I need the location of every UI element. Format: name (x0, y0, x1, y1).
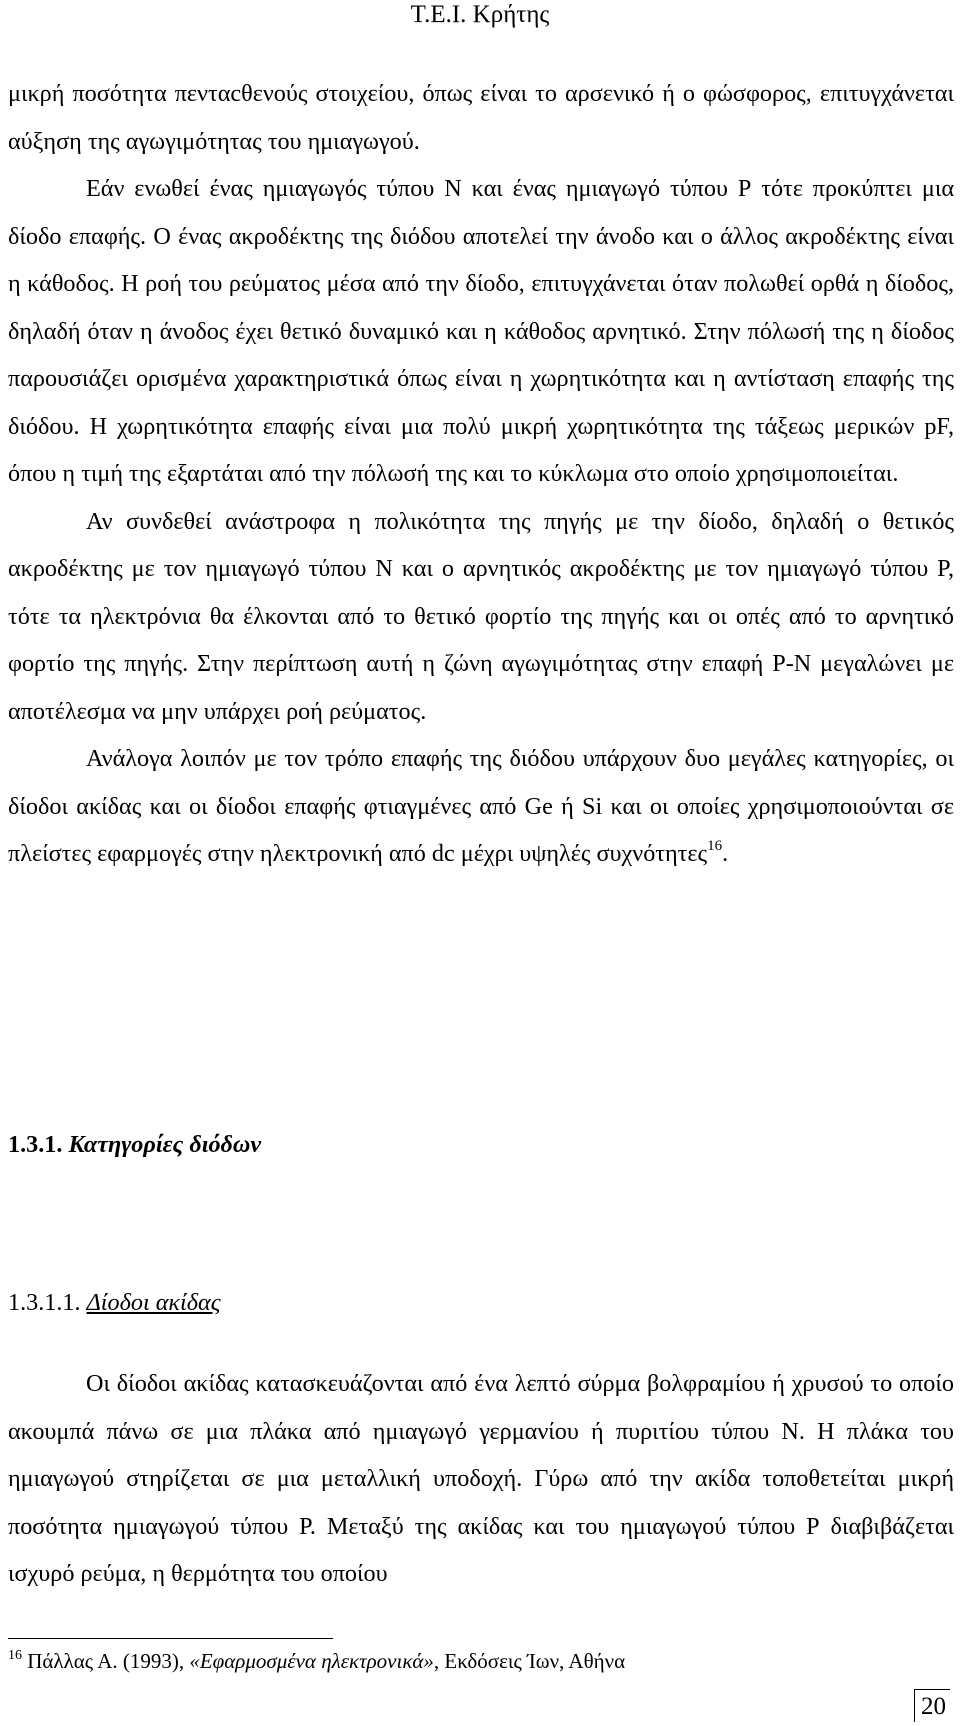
page-number: 20 (914, 1689, 950, 1722)
paragraph: μικρή ποσότητα πενταcθενούς στοιχείου, όπως είναι το αρσενικό ή ο φώσφορος, επιτυγχάνεται αύξηση της αγωγιμότητας του ημιαγωγού. (8, 80, 954, 155)
running-header: Τ.Ε.Ι. Κρήτης (410, 1, 550, 28)
paragraph: Οι δίοδοι ακίδας κατασκευάζονται από ένα λεπτό σύρμα βολφραμίου ή χρυσού το οποίο ακουμπά πάνω σε μια πλάκα από ημιαγωγό γερμανίου ή πυριτίου τύπου Ν. Η πλάκα του ημιαγωγού στηρίζεται σε μια μεταλλική υποδοχή. Γύρω από την ακίδα τοποθετείται μικρή ποσότητα ημιαγωγού τύπου Ρ. Μεταξύ της ακίδας και του ημιαγωγού τύπου Ρ διαβιβάζεται ισχυρό ρεύμα, η θερμότητα του οποίου (8, 1370, 954, 1587)
paragraph (8, 735, 954, 878)
footnote (8, 1648, 625, 1674)
footnote-separator (8, 1638, 333, 1639)
footnote-book-title: «Εφαρμοσμένα ηλεκτρονικά» (189, 1649, 434, 1673)
subsection-title: Δίοδοι ακίδας (86, 1289, 221, 1316)
subsection-heading (8, 1288, 221, 1318)
footnote-publisher: , Εκδόσεις Ίων, Αθήνα (433, 1649, 626, 1673)
section-number: 1.3.1. (8, 1131, 63, 1158)
paragraph-text: Ανάλογα λοιπόν με τον τρόπο επαφής της διόδου υπάρχουν δυο μεγάλες κατηγορίες, οι δίοδοι ακίδας και οι δίοδοι επαφής φτιαγμένες από Ge ή Si και οι οποίες χρησιμοποιούνται σε πλείστες εφαρμογές στην ηλεκτρονική από dc μέχρι υψηλές συχνότητες (8, 745, 954, 867)
footnote-reference[interactable]: 16 (707, 838, 723, 854)
section-title: Κατηγορίες διόδων (68, 1131, 262, 1158)
footnote-author: Πάλλας Α. (1993), (27, 1649, 190, 1673)
footnote-number: 16 (8, 1648, 22, 1663)
section-heading (8, 1130, 261, 1160)
paragraph: Αν συνδεθεί ανάστροφα η πολικότητα της πηγής με την δίοδο, δηλαδή ο θετικός ακροδέκτης με τον ημιαγωγό τύπου Ν και ο αρνητικός ακροδέκτης με τον ημιαγωγό τύπου Ρ, τότε τα ηλεκτρόνια θα έλκονται από το θετικό φορτίο της πηγής και οι οπές από το αρνητικό φορτίο της πηγής. Στην περίπτωση αυτή η ζώνη αγωγιμότητας στην επαφή Ρ-Ν μεγαλώνει με αποτέλεσμα να μην υπάρχει ροή ρεύματος. (8, 507, 954, 725)
subsection-number: 1.3.1.1. (8, 1289, 81, 1316)
paragraph-end: . (722, 840, 729, 867)
body-text-block (8, 70, 954, 878)
paragraph: Εάν ενωθεί ένας ημιαγωγός τύπου Ν και ένας ημιαγωγό τύπου Ρ τότε προκύπτει μια δίοδο επαφής. Ο ένας ακροδέκτης της διόδου αποτελεί την άνοδο και ο άλλος ακροδέκτης είναι η κάθοδος. Η ροή του ρεύματος μέσα από την δίοδο, επιτυγχάνεται όταν πολωθεί ορθά η δίοδος, δηλαδή όταν η άνοδος έχει θετικό δυναμικό και η κάθοδος αρνητικό. Στην πόλωσή της η δίοδος παρουσιάζει ορισμένα χαρακτηριστικά όπως είναι η χωρητικότητα και η αντίσταση επαφής της διόδου. Η χωρητικότητα επαφής είναι μια πολύ μικρή χωρητικότητα της τάξεως μερικών pF, όπου η τιμή της εξαρτάται από την πόλωσή της και το κύκλωμα στο οποίο χρησιμοποιείται. (8, 175, 954, 487)
body-text-block (8, 1360, 954, 1598)
